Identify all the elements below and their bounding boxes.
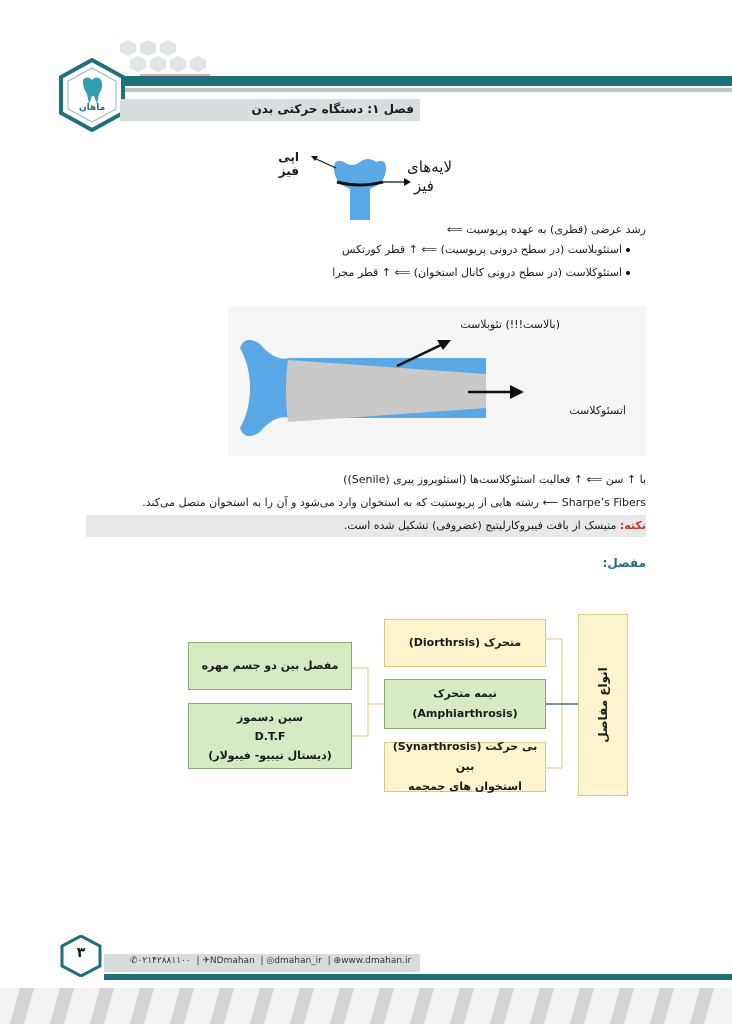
bone-epiphysis-figure	[330, 158, 390, 220]
phone-number: ۰۲۱۴۲۸۸۱۱۰۰	[137, 956, 191, 966]
label-growth-plate-line1: لایه‌های	[407, 158, 452, 176]
movable-joint-box	[384, 619, 546, 667]
age-osteoclast-text: با ↑ سن ⟸ ↑ فعالیت استئوکلاست‌ها (استئوپروز پیری (Senile))	[343, 473, 646, 486]
bullet-osteoclast	[332, 265, 622, 281]
bullet-dot	[626, 271, 630, 275]
arrow-icon	[466, 382, 526, 402]
syndesmosis-label-line1: سین دسموز	[236, 710, 304, 724]
footer-contacts: ✆۰۲۱۴۲۸۸۱۱۰۰ | ✈NDmahan | ◎dmahan_ir | ⊕www.dmahan.ir	[130, 956, 412, 966]
phone-icon: ✆	[130, 956, 138, 966]
label-osteoclast: اتسئوکلاست	[569, 404, 626, 417]
immovable-joint-box	[384, 742, 546, 792]
instagram-icon: ◎	[266, 956, 275, 966]
sharpe-fibers-text: Sharpe’s Fibers ⟵ رشته هایی از پریوستیت که به استخوان وارد می‌شود و آن را به استخوان متصل می‌کند.	[142, 496, 646, 509]
logo-text: ماهان	[79, 103, 106, 113]
label-growth-plate	[396, 158, 452, 196]
footer-stripes-decoration	[0, 988, 732, 1024]
syndesmosis-label-line2: D.T.F	[254, 729, 286, 743]
syndesmosis-label-line3: (دیستال تیبیو- فیبولار)	[208, 748, 332, 762]
telegram-handle: NDmahan	[209, 956, 255, 966]
syndesmosis-box	[188, 703, 352, 769]
semi-movable-joint-label-line2: (Amphiarthrosis)	[412, 707, 518, 720]
header-band-secondary	[95, 88, 732, 92]
label-growth-plate-line2: فیز	[414, 177, 434, 195]
footer-band	[104, 974, 732, 980]
intervertebral-joint-label: مفصل بین دو جسم مهره	[201, 659, 339, 672]
bullet-dot	[626, 248, 630, 252]
telegram-icon: ✈	[202, 956, 210, 966]
instagram-handle: dmahan_ir	[274, 956, 322, 966]
bullet-osteoblast	[342, 242, 622, 258]
semi-movable-joint-box	[384, 679, 546, 729]
page-number: ۳	[76, 945, 86, 961]
immovable-joint-label-line2: استخوان های جمجمه	[408, 780, 522, 793]
joint-types-root-label: انواع مفاصل	[595, 667, 610, 743]
bullet-text: استئوبلاست (در سطح درونی پریوسیت) ⟸ ↑ قطر کورتکس	[341, 243, 622, 256]
header-band	[95, 76, 732, 86]
note-body: منیسک از بافت فیبروکارلیتیج (غضروفی) تشکیل شده است.	[343, 519, 620, 532]
web-icon: ⊕	[333, 956, 342, 966]
arrow-icon	[308, 150, 338, 172]
label-epiphysis: اپی فیز	[278, 150, 299, 178]
note-label: نکته:	[619, 519, 646, 532]
movable-joint-label: متحرک (Diorthrsis)	[408, 636, 522, 649]
joint-types-root-box	[578, 614, 628, 796]
website-link[interactable]: www.dmahan.ir	[341, 956, 412, 966]
note-text	[344, 518, 646, 534]
transverse-growth-text: رشد عرضی (قطری) به عهده پریوسیت ⟸	[446, 223, 646, 236]
chapter-title: فصل ۱: دستگاه حرکتی بدن	[251, 102, 414, 116]
arrow-icon	[395, 336, 455, 370]
semi-movable-joint-label-line1: نیمه متحرک	[433, 687, 497, 700]
bullet-text: استئوکلاست (در سطح درونی کانال استخوان) ⟸ ↑ قطر مجرا	[332, 266, 622, 279]
section-title-joint: مفصل:	[602, 556, 646, 570]
label-osteoblast: (بالاست!!!) تئوبلاست	[460, 318, 560, 331]
intervertebral-joint-box	[188, 642, 352, 690]
immovable-joint-label-line1: بی حرکت (Synarthrosis) بین	[392, 740, 538, 773]
mahan-logo-icon	[55, 58, 129, 132]
